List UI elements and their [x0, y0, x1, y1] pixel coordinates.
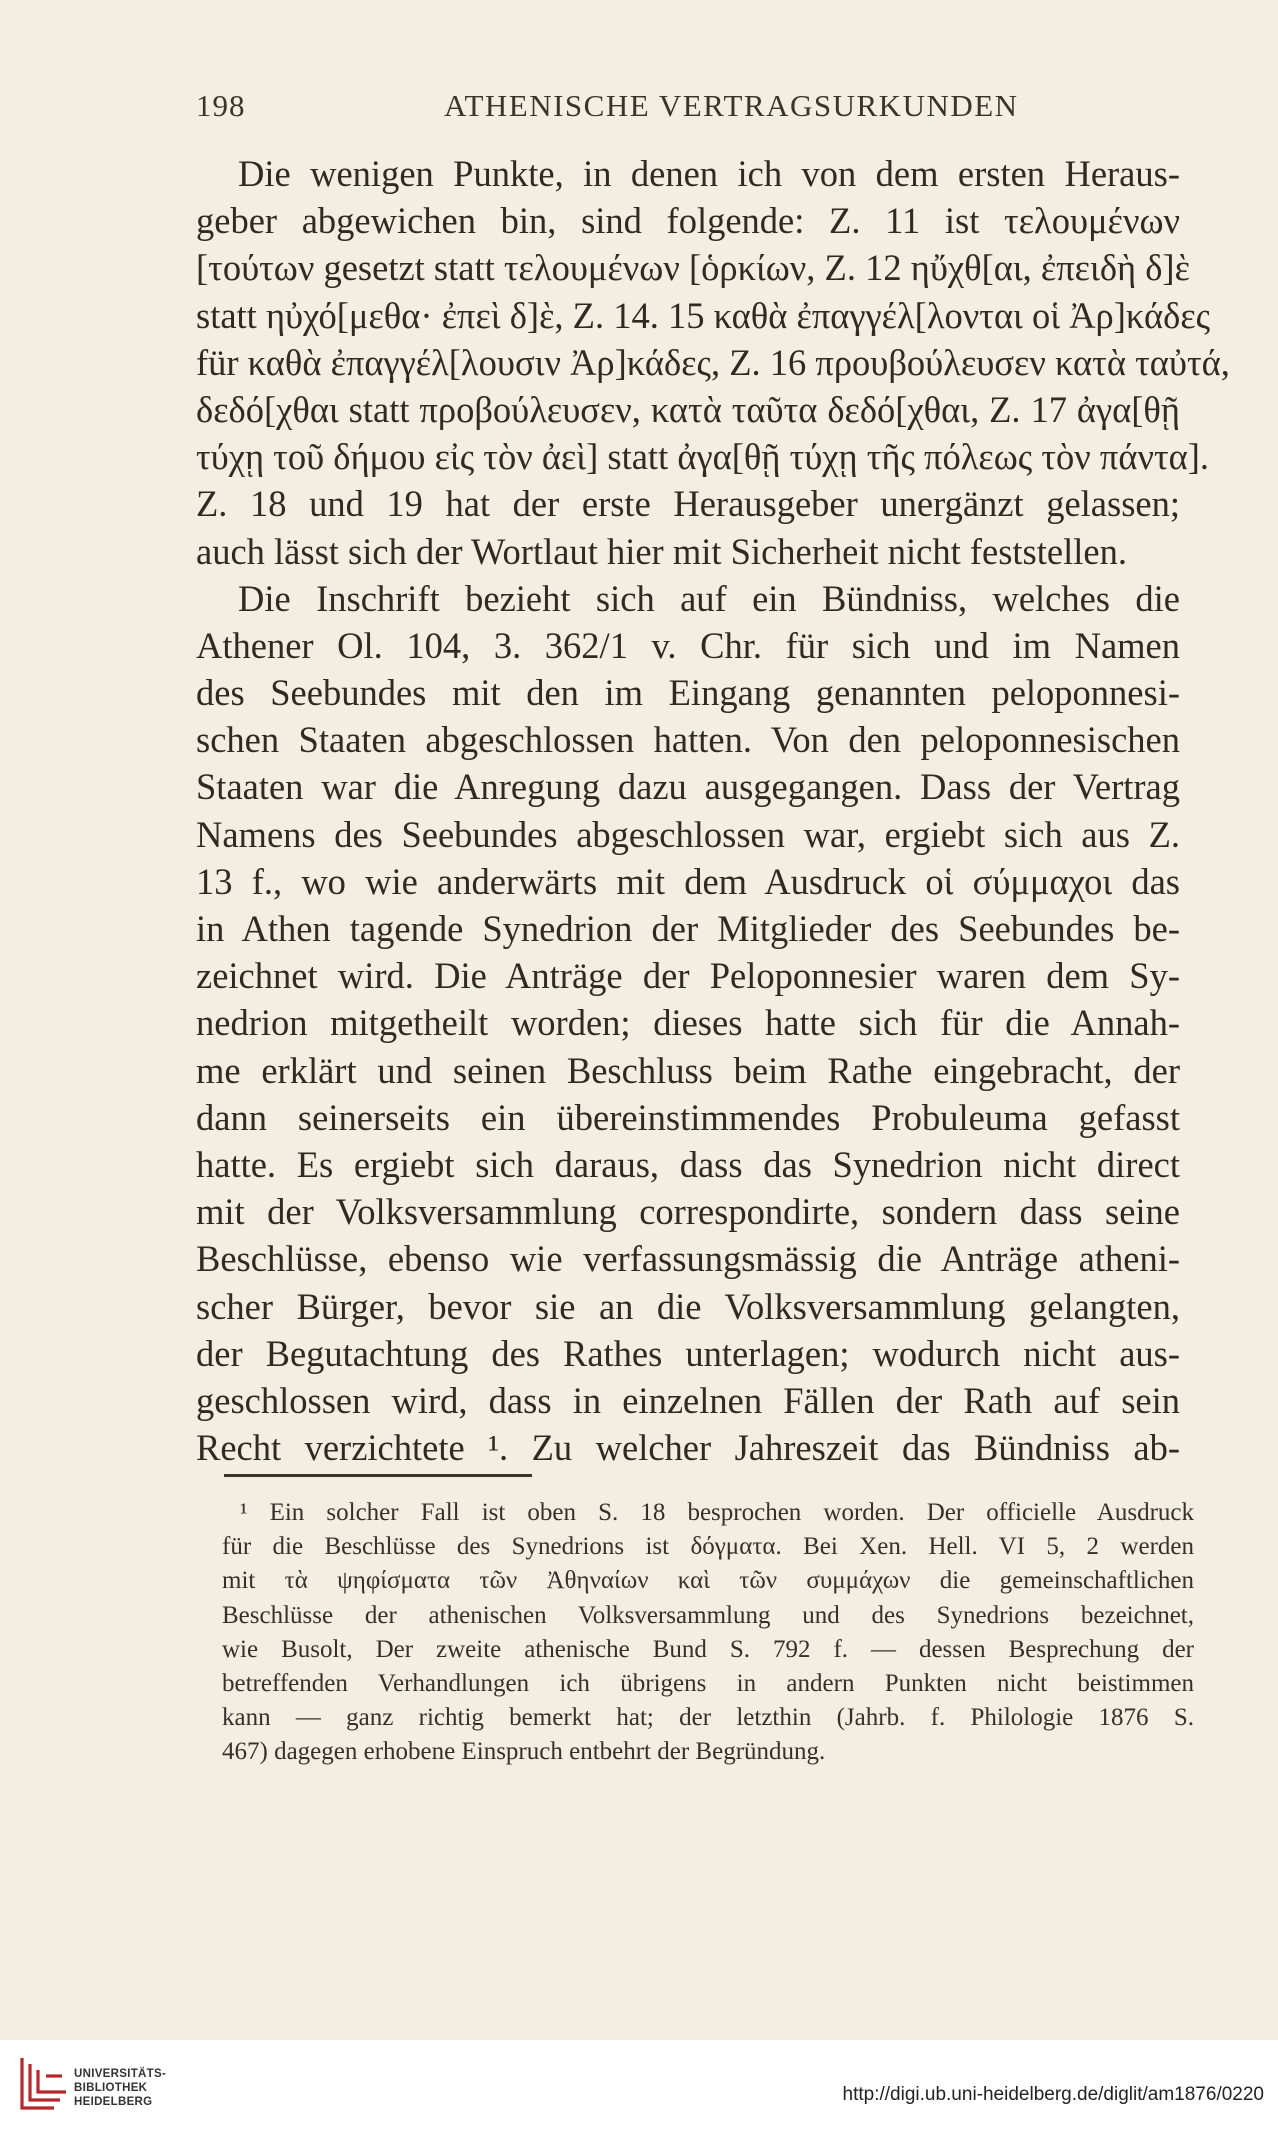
page-number: 198	[196, 88, 246, 123]
text-line: τύχῃ τοῦ δήμου εἰς τὸν ἀεὶ] statt ἀγα[θῇ τύχῃ τῆς πόλεως τὸν πάντα].	[196, 436, 1210, 478]
library-name-line: UNIVERSITÄTS-	[74, 2068, 167, 2080]
footnote	[222, 1496, 1194, 1770]
text-line: δεδό[χθαι statt προβούλευσεν, κατὰ ταῦτα δεδό[χθαι, Z. 17 ἀγα[θῇ	[196, 388, 1180, 430]
text-line: der Begutachtung des Rathes unterlagen; wodurch nicht aus-	[196, 1332, 1180, 1374]
library-name-line: BIBLIOTHEK	[74, 2082, 148, 2094]
text-line: Beschlüsse, ebenso wie verfassungsmässig die Anträge atheni-	[196, 1238, 1180, 1280]
footnote-line: wie Busolt, Der zweite athenische Bund S. 792 f. — dessen Besprechung der	[222, 1635, 1194, 1663]
footnote-line: für die Beschlüsse des Synedrions ist δόγματα. Bei Xen. Hell. VI 5, 2 werden	[222, 1533, 1194, 1561]
footnote-line: ¹ Ein solcher Fall ist oben S. 18 besprochen worden. Der officielle Ausdruck	[240, 1499, 1194, 1526]
text-line: nedrion mitgetheilt worden; dieses hatte sich für die Annah-	[196, 1002, 1180, 1044]
footnote-divider	[224, 1474, 532, 1477]
text-line: geschlossen wird, dass in einzelnen Fällen der Rath auf sein	[196, 1379, 1180, 1421]
permalink-url[interactable]: http://digi.ub.uni-heidelberg.de/diglit/am1876/0220	[842, 2084, 1264, 2105]
text-line: Athener Ol. 104, 3. 362/1 v. Chr. für sich und im Namen	[196, 624, 1180, 666]
footnote-line: betreffenden Verhandlungen ich übrigens in andern Punkten nicht beistimmen	[222, 1669, 1194, 1697]
text-line: Z. 18 und 19 hat der erste Herausgeber unergänzt gelassen;	[196, 483, 1180, 525]
footnote-line: Beschlüsse der athenischen Volksversammlung und des Synedrions bezeichnet,	[222, 1601, 1194, 1629]
text-line: Die wenigen Punkte, in denen ich von dem ersten Heraus-	[238, 153, 1180, 194]
text-line: 13 f., wo wie anderwärts mit dem Ausdruck οἱ σύμμαχοι das	[196, 860, 1180, 902]
text-line: zeichnet wird. Die Anträge der Peloponnesier waren dem Sy-	[196, 955, 1180, 997]
text-line: scher Bürger, bevor sie an die Volksversammlung gelangten,	[196, 1285, 1180, 1327]
footnote-line: mit τὰ ψηφίσματα τῶν Ἀθηναίων καὶ τῶν συμμάχων die gemeinschaftlichen	[222, 1567, 1194, 1595]
text-line: geber abgewichen bin, sind folgende: Z. 11 ist τελουμένων	[196, 200, 1180, 242]
text-line: hatte. Es ergiebt sich daraus, dass das Synedrion nicht direct	[196, 1143, 1180, 1185]
text-line: auch lässt sich der Wortlaut hier mit Sicherheit nicht feststellen.	[196, 530, 1127, 572]
footnote-line: kann — ganz richtig bemerkt hat; der letzthin (Jahrb. f. Philologie 1876 S.	[222, 1704, 1194, 1732]
text-line: statt ηὐχό[μεθα· ἐπεὶ δ]ὲ, Z. 14. 15 καθὰ ἐπαγγέλ[λονται οἱ Ἀρ]κάδες	[196, 294, 1211, 336]
text-line: Die Inschrift bezieht sich auf ein Bündniss, welches die	[238, 577, 1180, 619]
text-line: dann seinerseits ein übereinstimmendes Probuleuma gefasst	[196, 1096, 1180, 1138]
main-text	[196, 150, 1230, 1471]
text-line: für καθὰ ἐπαγγέλ[λουσιν Ἀρ]κάδες, Z. 16 προυβούλευσεν κατὰ ταὐτά,	[196, 341, 1230, 383]
text-line: schen Staaten abgeschlossen hatten. Von den peloponnesischen	[196, 719, 1180, 761]
text-line: des Seebundes mit den im Eingang genannten peloponnesi-	[196, 672, 1180, 714]
library-name-line: HEIDELBERG	[74, 2096, 153, 2108]
text-line: Recht verzichtete ¹. Zu welcher Jahreszeit das Bündniss ab-	[196, 1427, 1180, 1469]
running-title: ATHENISCHE VERTRAGSURKUNDEN	[444, 88, 1019, 123]
text-line: Staaten war die Anregung dazu ausgegangen. Dass der Vertrag	[196, 766, 1180, 808]
text-line: me erklärt und seinen Beschluss beim Rathe eingebracht, der	[196, 1049, 1180, 1091]
text-line: mit der Volksversammlung correspondirte, sondern dass seine	[196, 1191, 1180, 1233]
footnote-line: 467) dagegen erhobene Einspruch entbehrt der Begründung.	[222, 1738, 826, 1766]
text-line: Namens des Seebundes abgeschlossen war, ergiebt sich aus Z.	[196, 813, 1180, 855]
library-name	[74, 2067, 166, 2109]
text-line: in Athen tagende Synedrion der Mitglieder des Seebundes be-	[196, 908, 1180, 949]
text-line: [τούτων gesetzt statt τελουμένων [ὁρκίων, Z. 12 ηὔχθ[αι, ἐπειδὴ δ]ὲ	[196, 247, 1190, 289]
